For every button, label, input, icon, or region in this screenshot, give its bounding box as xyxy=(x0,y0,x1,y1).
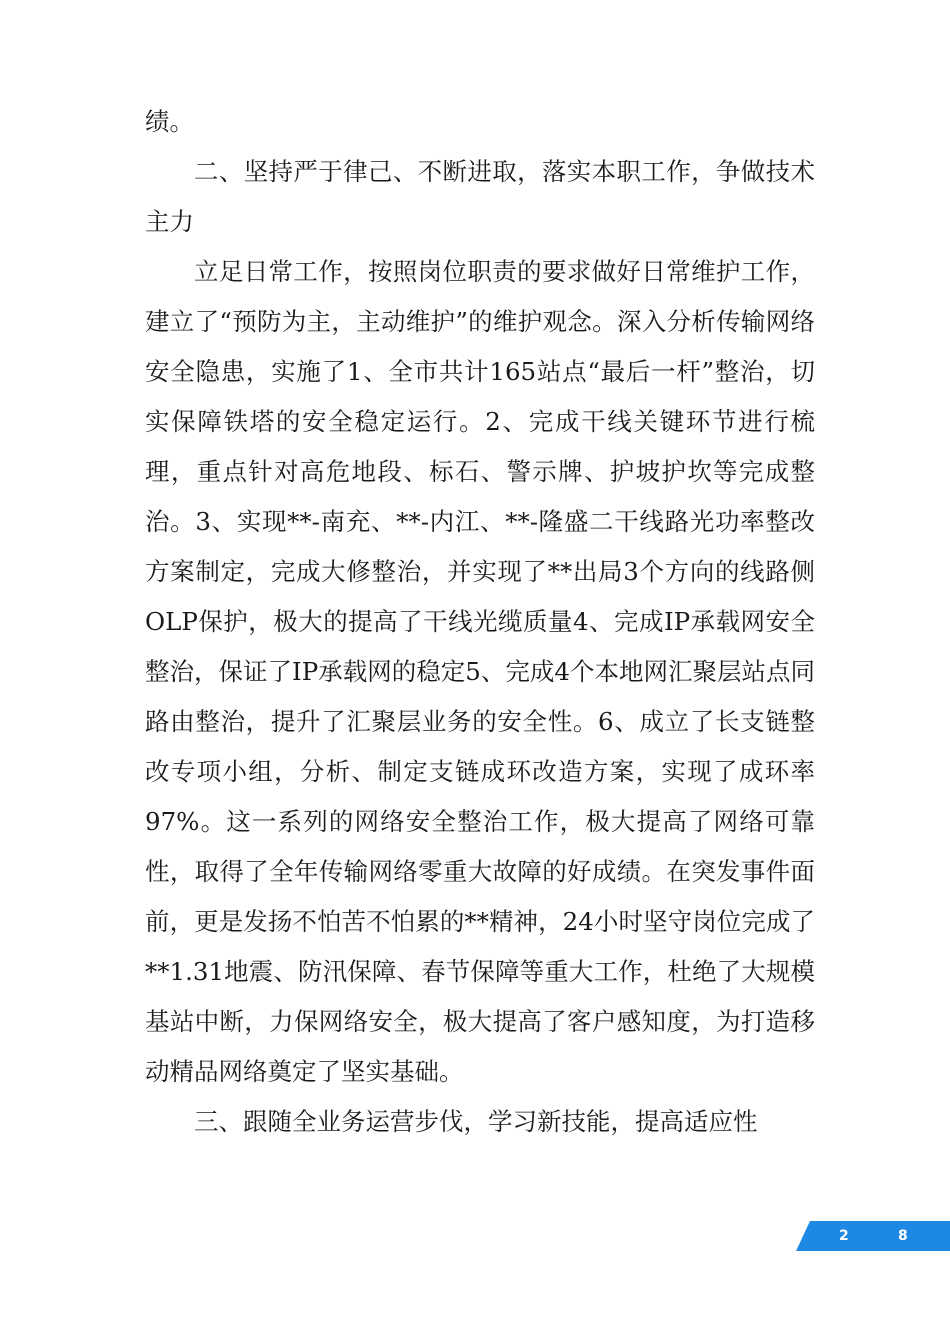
section-heading-2: 二、坚持严于律己、不断进取，落实本职工作，争做技术主力 xyxy=(145,157,815,236)
page-badge-shape xyxy=(796,1221,950,1251)
page-current-number: 2 xyxy=(839,1228,849,1244)
paragraph-continuation: 绩。 xyxy=(145,107,194,136)
section-heading-3: 三、跟随全业务运营步伐，学习新技能，提高适应性 xyxy=(194,1107,758,1136)
body-paragraph: 立足日常工作，按照岗位职责的要求做好日常维护工作，建立了“预防为主，主动维护”的维护观念。深入分析传输网络安全隐患，实施了1、全市共计165站点“最后一杆”整治，切实保障铁塔的安全稳定运行。2、完成干线关键环节进行梳理，重点针对高危地段、标石、警示牌、护坡护坎等完成整治。3、实现**-南充、**-内江、**-隆盛二干线路光功率整改方案制定，完成大修整治，并实现了**出局3个方向的线路侧OLP保护，极大的提高了干线光缆质量4、完成IP承载网安全整治，保证了IP承载网的稳定5、完成4个本地网汇聚层站点同路由整治，提升了汇聚层业务的安全性。6、成立了长支链整改专项小组，分析、制定支链成环改造方案，实现了成环率97%。这一系列的网络安全整治工作，极大提高了网络可靠性，取得了全年传输网络零重大故障的好成绩。在突发事件面前，更是发扬不怕苦不怕累的**精神，24小时坚守岗位完成了**1.31地震、防汛保障、春节保障等重大工作，杜绝了大规模基站中断，力保网络安全，极大提高了客户感知度，为打造移动精品网络奠定了坚实基础。 xyxy=(145,257,815,1086)
page-total-number: 8 xyxy=(898,1228,908,1244)
page-number-badge xyxy=(796,1221,950,1251)
document-body xyxy=(145,97,815,1147)
